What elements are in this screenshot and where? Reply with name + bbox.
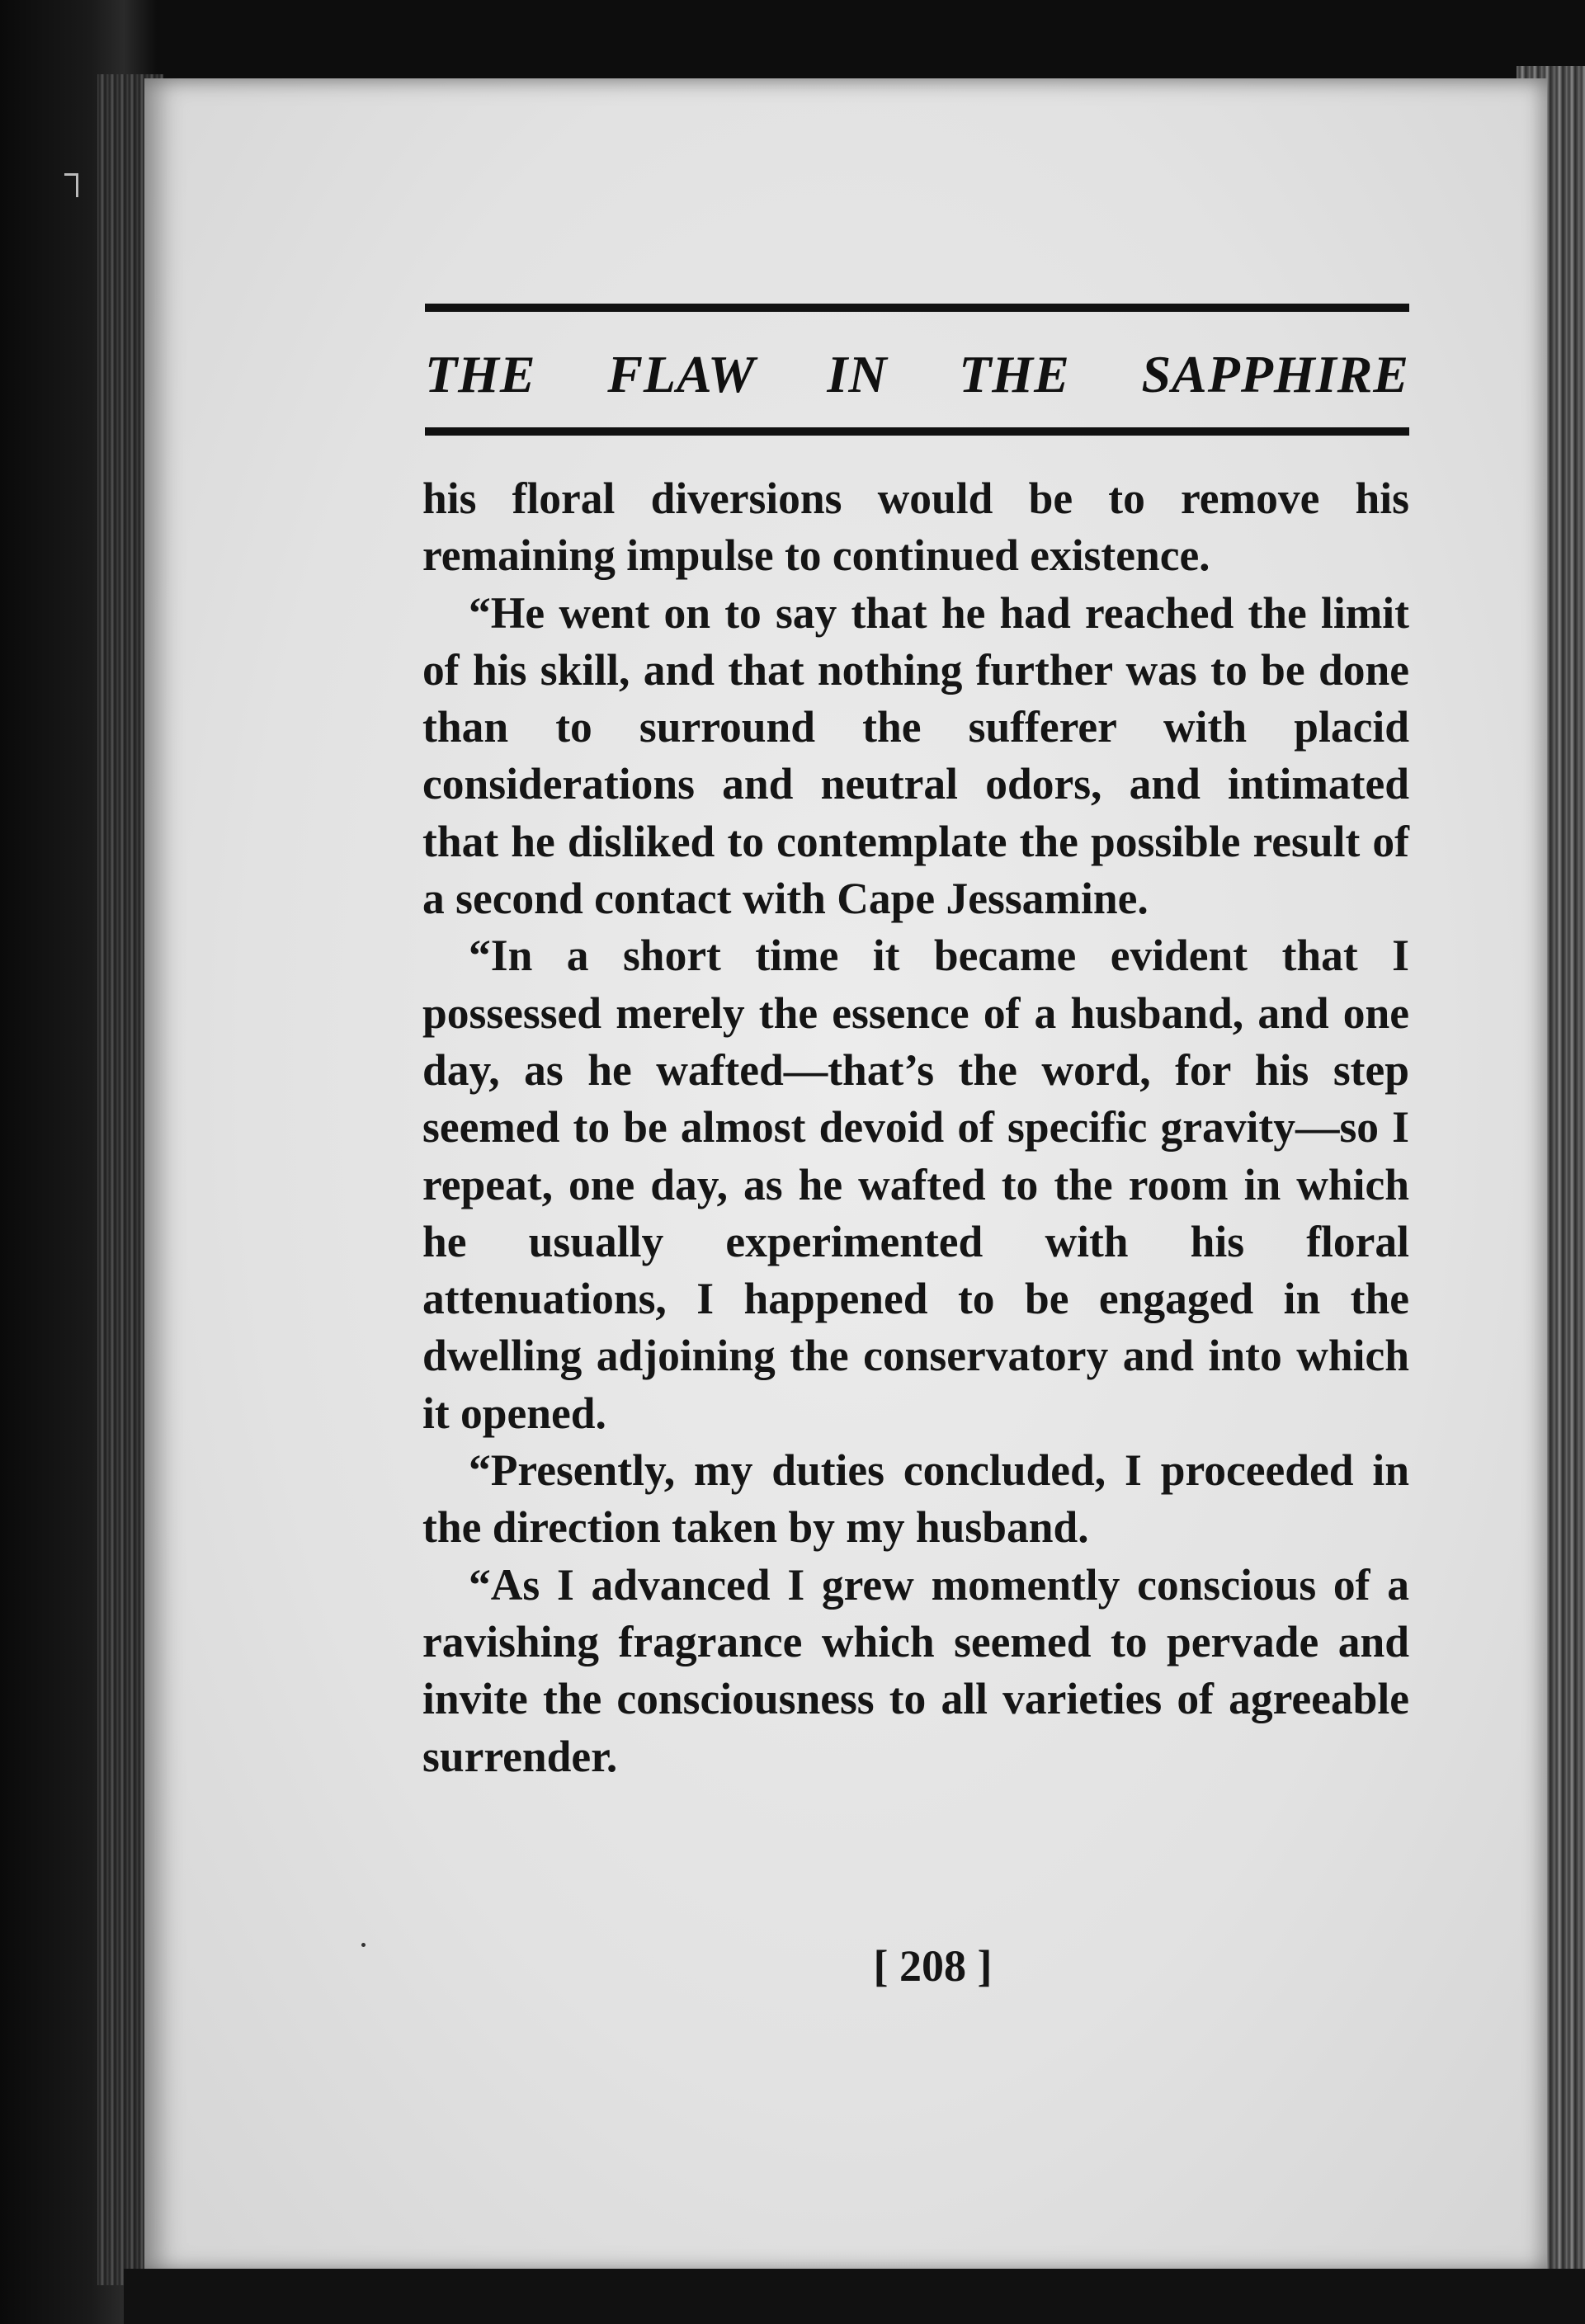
running-head-word: THE [425, 345, 536, 403]
running-head-word: SAPPHIRE [1141, 345, 1409, 403]
scan-bottom-band [124, 2269, 1585, 2324]
paragraph: “In a short time it became evident that I possessed merely the essence of a husband, and one day, as he wafted—that’s the word, for his step seemed to be almost devoid of specific gravity—so I repeat, one day, as he wafted to the room in which he usually experimented with his floral attenuations, I happened to be engaged in the dwelling adjoining the conservatory and into which it opened. [422, 931, 1409, 1438]
running-head-word: IN [827, 345, 888, 403]
running-head [425, 333, 1409, 416]
binding-mark [64, 173, 78, 197]
page-number [0, 1940, 1585, 1992]
paragraph: “Presently, my duties concluded, I proceeded in the direction taken by my husband. [422, 1445, 1409, 1553]
header-rule-top [425, 304, 1409, 312]
page-number-label: [ 208 ] [873, 1941, 993, 1991]
paragraph: “He went on to say that he had reached the limit of his skill, and that nothing further was to be done than to surround the sufferer with placid considerations and neutral odors, and intimated that he disliked to contemplate the possible result of a second contact with Cape Jessamine. [422, 587, 1409, 924]
scan-speck [361, 1943, 366, 1947]
body-text [422, 470, 1409, 1785]
running-head-word: FLAW [607, 345, 756, 403]
running-head-word: THE [959, 345, 1070, 403]
paragraph: his floral diversions would be to remove his remaining impulse to continued existence. [422, 474, 1409, 581]
header-rule-bottom [425, 427, 1409, 436]
paragraph: “As I advanced I grew momently conscious of a ravishing fragrance which seemed to pervade and invite the consciousness to all varieties of agreeable surrender. [422, 1559, 1409, 1781]
